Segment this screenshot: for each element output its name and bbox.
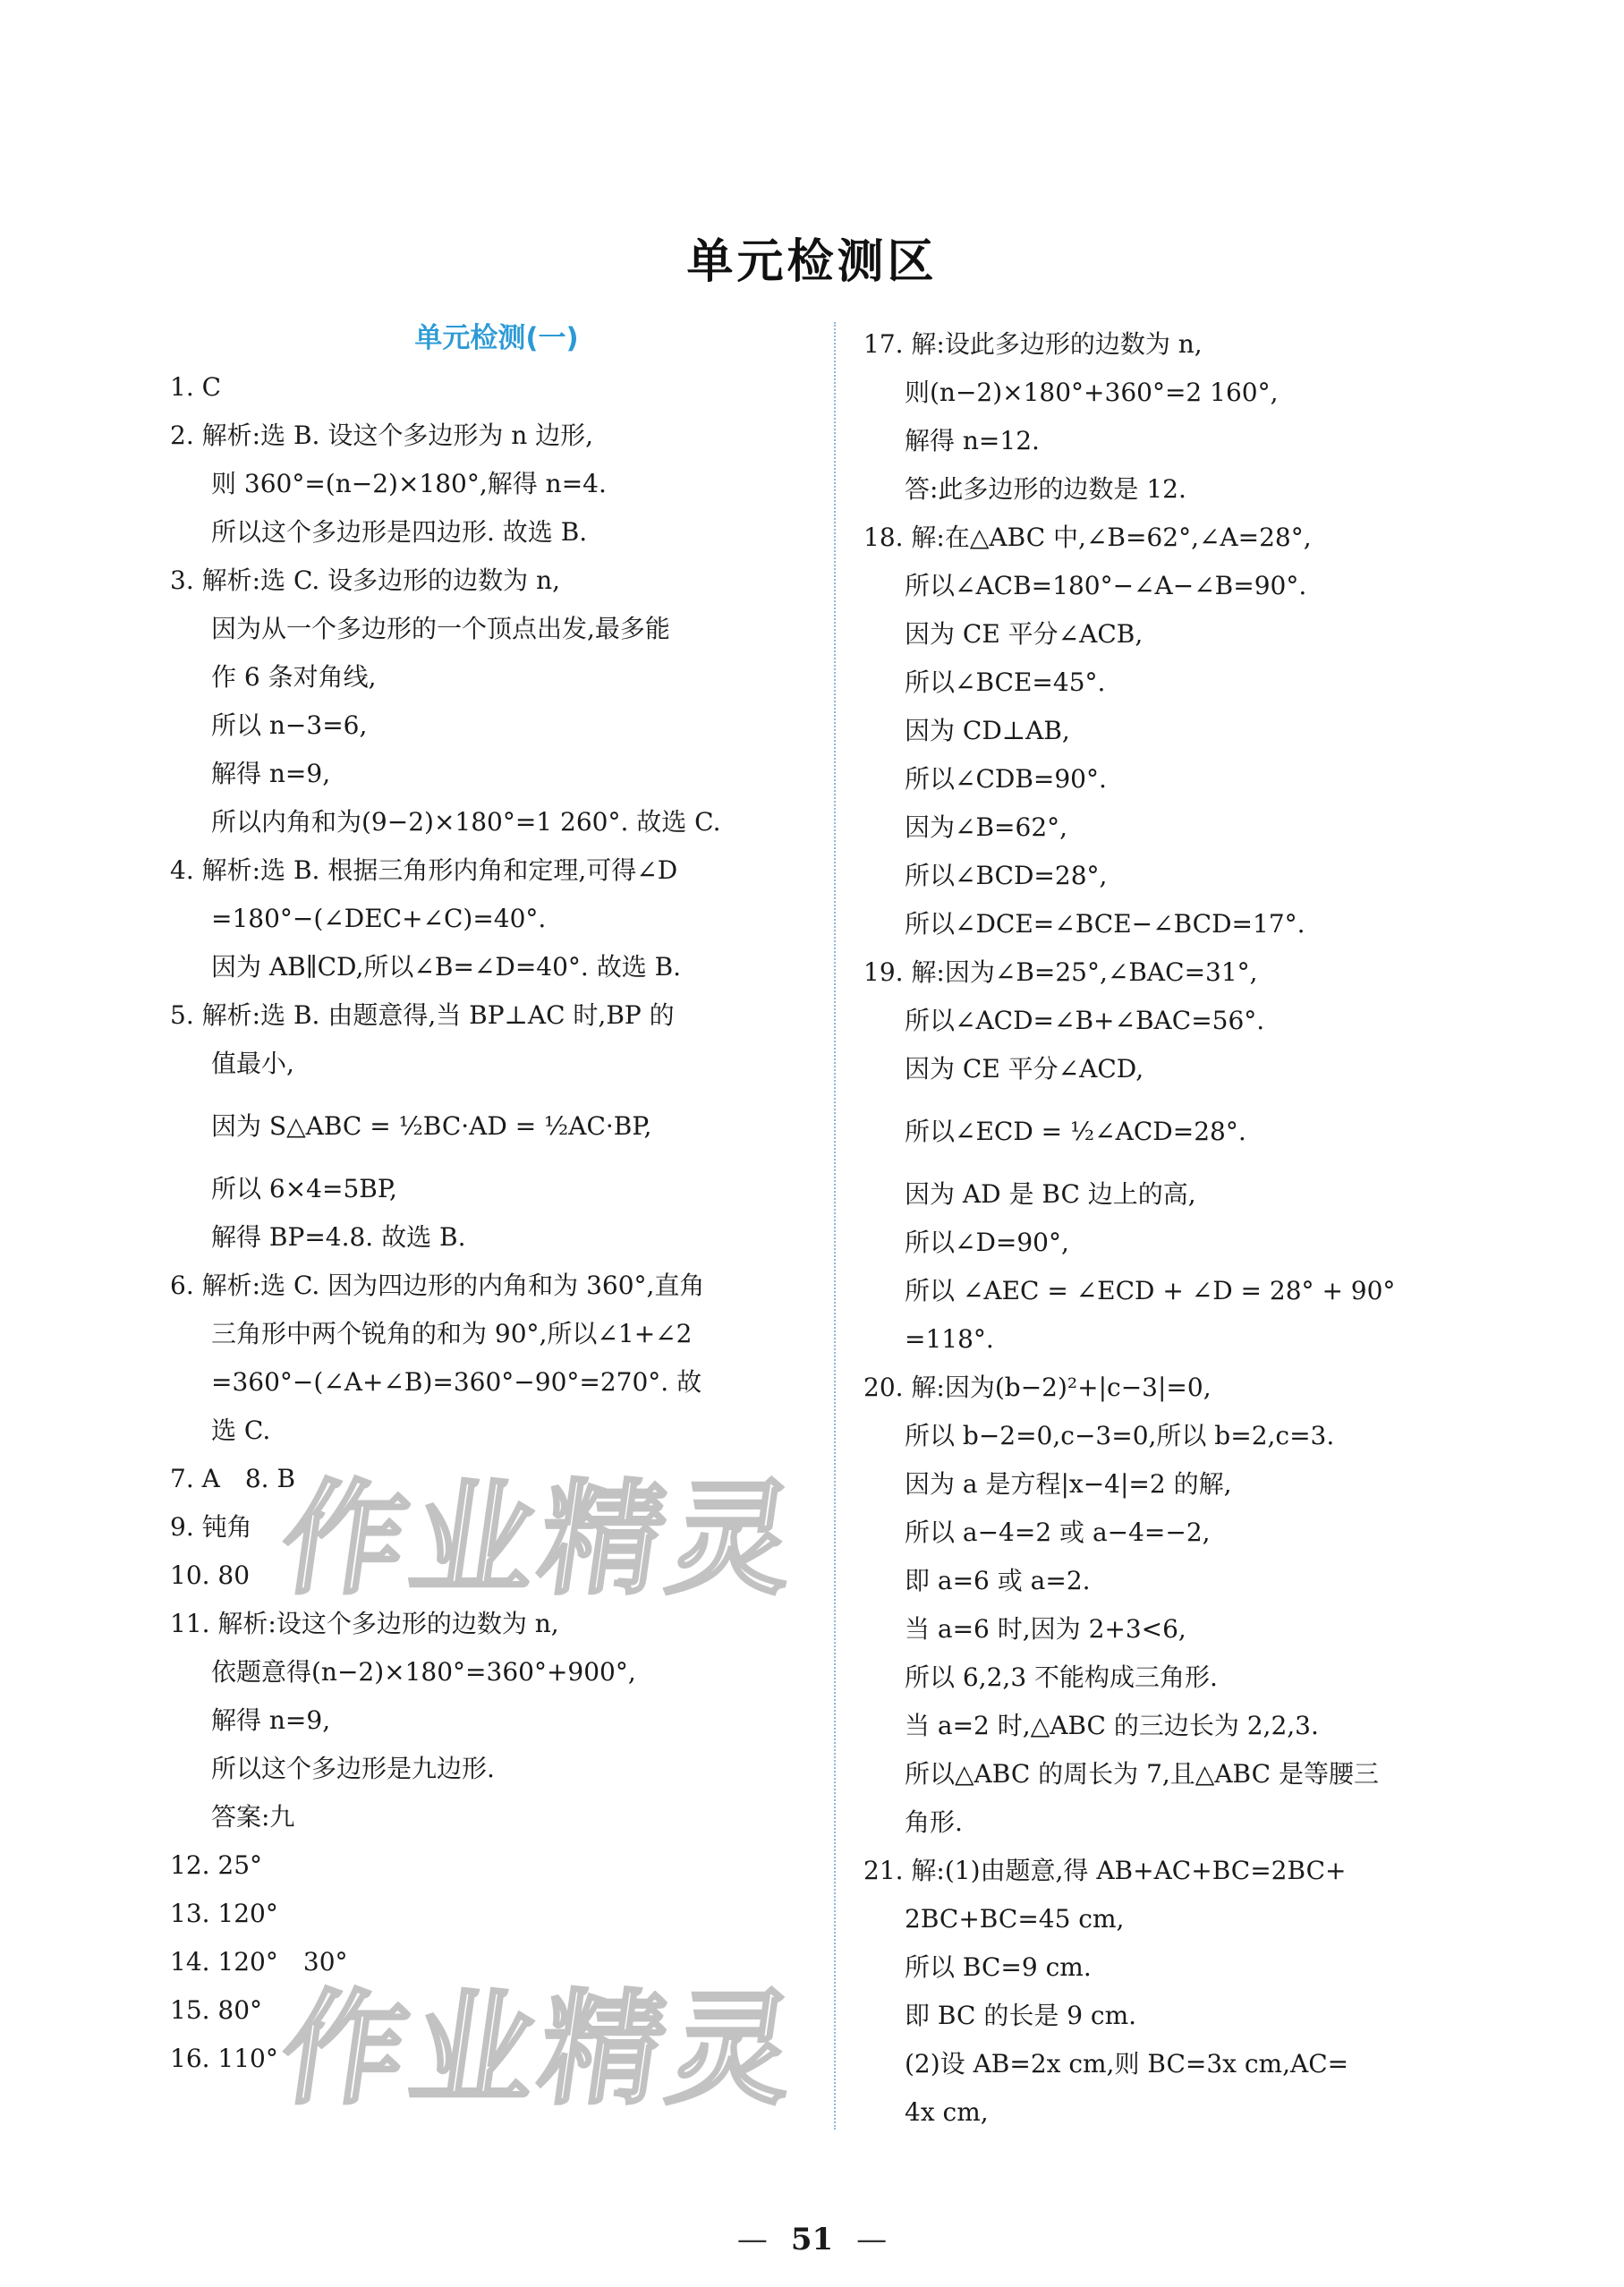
answer-line: 值最小, bbox=[211, 1049, 294, 1078]
answer-line: 16. 110° bbox=[170, 2044, 278, 2073]
answer-line: 2BC+BC=45 cm, bbox=[905, 1904, 1125, 1934]
answer-line: 作 6 条对角线, bbox=[211, 662, 377, 692]
answer-line: 2. 解析:选 B. 设这个多边形为 n 边形, bbox=[170, 421, 594, 450]
answer-line: =360°−(∠A+∠B)=360°−90°=270°. 故 bbox=[211, 1367, 702, 1397]
answer-line: 18. 解:在△ABC 中,∠B=62°,∠A=28°, bbox=[863, 523, 1312, 552]
watermark: 作业精灵 bbox=[273, 1977, 809, 2121]
answer-line: 解得 BP=4.8. 故选 B. bbox=[211, 1222, 466, 1252]
column-divider bbox=[834, 322, 836, 2130]
answer-line: (2)设 AB=2x cm,则 BC=3x cm,AC= bbox=[905, 2049, 1349, 2079]
answer-line: 因为 AB∥CD,所以∠B=∠D=40°. 故选 B. bbox=[211, 952, 682, 982]
answer-line: 11. 解析:设这个多边形的边数为 n, bbox=[170, 1609, 559, 1638]
right-column bbox=[863, 320, 1508, 2137]
answer-line: 所以△ABC 的周长为 7,且△ABC 是等腰三 bbox=[905, 1759, 1379, 1789]
answer-line: 因为 CE 平分∠ACD, bbox=[905, 1054, 1144, 1084]
answer-line: 所以∠CDB=90°. bbox=[905, 764, 1107, 794]
left-column bbox=[170, 320, 823, 2083]
answer-line: 所以∠ACB=180°−∠A−∠B=90°. bbox=[905, 571, 1307, 600]
answer-line: 则(n−2)×180°+360°=2 160°, bbox=[905, 378, 1279, 407]
answer-line: 当 a=6 时,因为 2+3<6, bbox=[905, 1614, 1186, 1644]
answer-line: 所以∠BCE=45°. bbox=[905, 667, 1106, 697]
answer-line: 因为 S△ABC = ½BC·AD = ½AC·BP, bbox=[211, 1111, 652, 1141]
page-number: 51 bbox=[790, 2222, 834, 2257]
answer-line: 所以∠DCE=∠BCE−∠BCD=17°. bbox=[905, 909, 1305, 939]
answer-line: 所以∠ACD=∠B+∠BAC=56°. bbox=[905, 1006, 1265, 1035]
answer-line: 13. 120° bbox=[170, 1899, 278, 1928]
answer-line: 因为 AD 是 BC 边上的高, bbox=[905, 1179, 1196, 1209]
answer-line: 角形. bbox=[905, 1807, 963, 1837]
answer-line: 所以 b−2=0,c−3=0,所以 b=2,c=3. bbox=[905, 1421, 1335, 1450]
page-footer bbox=[0, 2222, 1624, 2257]
answer-line: 14. 120° 30° bbox=[170, 1947, 348, 1977]
answer-line: 19. 解:因为∠B=25°,∠BAC=31°, bbox=[863, 957, 1258, 987]
answer-line: 所以 BC=9 cm. bbox=[905, 1952, 1092, 1982]
answer-line: 所以∠D=90°, bbox=[905, 1228, 1069, 1257]
answer-line: 所以 6×4=5BP, bbox=[211, 1174, 397, 1203]
answer-line: 所以这个多边形是九边形. bbox=[211, 1754, 495, 1783]
answer-line: 因为∠B=62°, bbox=[905, 812, 1068, 842]
answer-line: 因为从一个多边形的一个顶点出发,最多能 bbox=[211, 614, 670, 643]
answer-line: 3. 解析:选 C. 设多边形的边数为 n, bbox=[170, 565, 561, 595]
answer-line: 17. 解:设此多边形的边数为 n, bbox=[863, 329, 1203, 359]
answer-line: 依题意得(n−2)×180°=360°+900°, bbox=[211, 1657, 636, 1687]
answer-line: 则 360°=(n−2)×180°,解得 n=4. bbox=[211, 469, 607, 498]
answer-line: 6. 解析:选 C. 因为四边形的内角和为 360°,直角 bbox=[170, 1271, 705, 1300]
answer-line: 三角形中两个锐角的和为 90°,所以∠1+∠2 bbox=[211, 1319, 693, 1348]
footer-dash: — bbox=[736, 2222, 768, 2257]
answer-line: 所以 6,2,3 不能构成三角形. bbox=[905, 1662, 1218, 1692]
answer-line: 选 C. bbox=[211, 1416, 271, 1445]
answer-line: 解得 n=9, bbox=[211, 759, 331, 788]
footer-dash: — bbox=[856, 2222, 888, 2257]
answer-line: 因为 CE 平分∠ACB, bbox=[905, 619, 1144, 649]
answer-line: 因为 a 是方程|x−4|=2 的解, bbox=[905, 1469, 1232, 1499]
answer-line: 21. 解:(1)由题意,得 AB+AC+BC=2BC+ bbox=[863, 1856, 1347, 1885]
answer-line: 4x cm, bbox=[905, 2097, 989, 2127]
answer-line: 当 a=2 时,△ABC 的三边长为 2,2,3. bbox=[905, 1711, 1319, 1740]
answer-line: 所以∠BCD=28°, bbox=[905, 861, 1108, 890]
answer-line: 4. 解析:选 B. 根据三角形内角和定理,可得∠D bbox=[170, 855, 678, 885]
answer-line: 解得 n=12. bbox=[905, 426, 1040, 455]
answer-line: 20. 解:因为(b−2)²+|c−3|=0, bbox=[863, 1373, 1212, 1402]
answer-line: 1. C bbox=[170, 372, 222, 402]
answer-line: =180°−(∠DEC+∠C)=40°. bbox=[211, 904, 547, 933]
answer-line: 所以 n−3=6, bbox=[211, 710, 368, 740]
answer-line: 即 BC 的长是 9 cm. bbox=[905, 2001, 1137, 2030]
section-title: 单元检测(一) bbox=[414, 322, 579, 354]
answer-line: 15. 80° bbox=[170, 1995, 263, 2025]
answer-line: 所以内角和为(9−2)×180°=1 260°. 故选 C. bbox=[211, 807, 721, 837]
answer-line: 所以这个多边形是四边形. 故选 B. bbox=[211, 517, 588, 547]
answer-line: 12. 25° bbox=[170, 1850, 263, 1880]
answer-line: 9. 钝角 bbox=[170, 1512, 252, 1542]
page-title: 单元检测区 bbox=[686, 235, 938, 289]
watermark: 作业精灵 bbox=[273, 1467, 809, 1611]
answer-line: 即 a=6 或 a=2. bbox=[905, 1566, 1091, 1595]
answer-line: 所以 ∠AEC = ∠ECD + ∠D = 28° + 90° bbox=[905, 1276, 1396, 1305]
answer-line: 7. A 8. B bbox=[170, 1464, 296, 1493]
answer-line: 所以∠ECD = ½∠ACD=28°. bbox=[905, 1117, 1246, 1146]
answer-line: 答案:九 bbox=[211, 1802, 295, 1832]
answer-line: 5. 解析:选 B. 由题意得,当 BP⊥AC 时,BP 的 bbox=[170, 1000, 675, 1030]
answer-line: 因为 CD⊥AB, bbox=[905, 716, 1070, 745]
answer-line: 10. 80 bbox=[170, 1560, 251, 1590]
answer-line: 答:此多边形的边数是 12. bbox=[905, 474, 1186, 504]
answer-line: =118°. bbox=[905, 1324, 994, 1354]
answer-line: 所以 a−4=2 或 a−4=−2, bbox=[905, 1518, 1211, 1547]
answer-line: 解得 n=9, bbox=[211, 1705, 331, 1735]
